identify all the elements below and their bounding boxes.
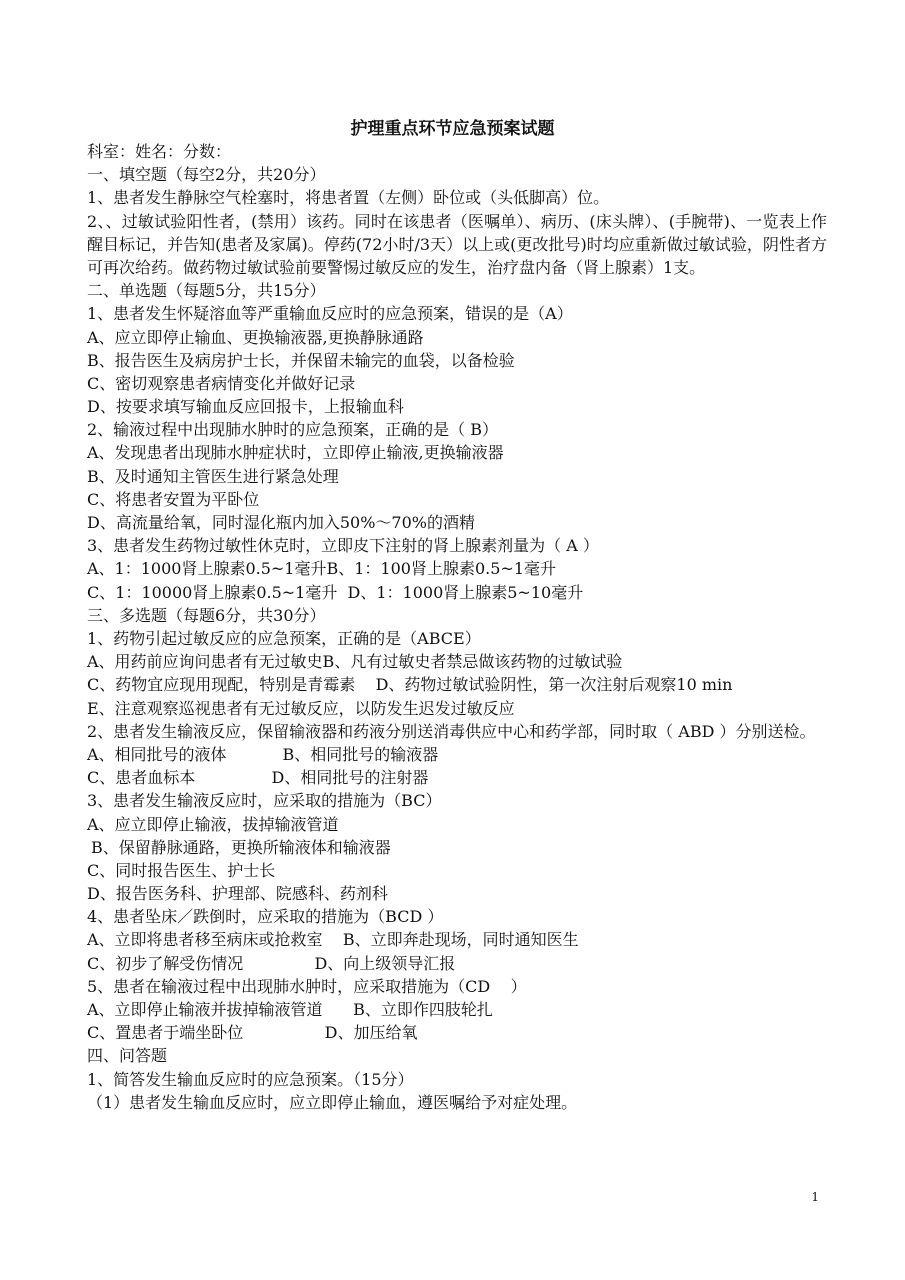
option-line: C、药物宜应现用现配，特别是青霉素 D、药物过敏试验阴性，第一次注射后观察10 min xyxy=(87,675,733,695)
option-line: A、1：1000肾上腺素0.5~1毫升B、1：100肾上腺素0.5~1毫升 xyxy=(87,559,556,579)
single-choice-question-3: 3、患者发生药物过敏性休克时，立即皮下注射的肾上腺素剂量为（ A ） xyxy=(87,536,599,556)
option-line: C、初步了解受伤情况 D、向上级领导汇报 xyxy=(87,953,456,973)
multiple-choice-question-1: 1、药物引起过敏反应的应急预案，正确的是（ABCE） xyxy=(87,628,481,648)
option-line: C、同时报告医生、护士长 xyxy=(87,860,276,880)
option-line: A、发现患者出现肺水肿症状时，立即停止输液,更换输液器 xyxy=(87,443,504,463)
single-choice-question-2: 2、输液过程中出现肺水肿时的应急预案，正确的是（ B） xyxy=(87,420,499,440)
multiple-choice-question-2: 2、患者发生输液反应，保留输液器和药液分别送消毒供应中心和药学部，同时取（ ABD ）分别送检。 xyxy=(87,721,816,741)
section-heading-fill-in: 一、填空题（每空2分，共20分） xyxy=(87,165,326,185)
fill-in-question-2: 2、、过敏试验阳性者，(禁用）该药。同时在该患者（医嘱单）、病历、(床头牌）、(手腕带)、一览表上作醒目标记，并告知(患者及家属)。停药(72小时/3天）以上或(更改批号)时均应重新做过敏试验，阴性者方可再次给药。做药物过敏试验前要警惕过敏反应的发生，治疗盘内备（肾上腺素）1支。 xyxy=(87,211,827,277)
option-line: D、高流量给氧，同时湿化瓶内加入50%～70%的酒精 xyxy=(87,513,475,533)
short-answer-question-1: 1、简答发生输血反应时的应急预案。（15分） xyxy=(87,1069,414,1089)
option-line: A、立即停止输液并拔掉输液管道 B、立即作四肢轮扎 xyxy=(87,1000,493,1019)
option-line: A、相同批号的液体 B、相同批号的输液器 xyxy=(87,744,439,764)
multiple-choice-question-5: 5、患者在输液过程中出现肺水肿时，应采取措施为（CD ） xyxy=(87,976,527,996)
section-heading-short-answer: 四、问答题 xyxy=(87,1046,168,1066)
option-line: B、保留静脉通路，更换所输液体和输液器 xyxy=(91,837,391,857)
answer-line: （1）患者发生输血反应时，应立即停止输血，遵医嘱给予对症处理。 xyxy=(87,1092,578,1112)
option-line: C、密切观察患者病情变化并做好记录 xyxy=(87,373,356,393)
option-line: D、报告医务科、护理部、院感科、药剂科 xyxy=(87,884,388,904)
option-line: C、将患者安置为平卧位 xyxy=(87,489,260,509)
option-line: B、及时通知主管医生进行紧急处理 xyxy=(87,466,339,486)
option-line: A、应立即停止输液，拔掉输液管道 xyxy=(87,814,339,834)
option-line: A、应立即停止输血、更换输液器,更换静脉通路 xyxy=(87,327,424,347)
section-heading-multiple-choice: 三、多选题（每题6分，共30分） xyxy=(87,605,326,625)
page-number: 1 xyxy=(811,1190,819,1204)
document-body xyxy=(87,140,827,1114)
header-fields-line: 科室：姓名：分数： xyxy=(87,142,232,161)
option-line: A、立即将患者移至病床或抢救室 B、立即奔赴现场，同时通知医生 xyxy=(87,930,579,950)
single-choice-question-1: 1、患者发生怀疑溶血等严重输血反应时的应急预案，错误的是（A） xyxy=(87,304,573,324)
option-line: C、患者血标本 D、相同批号的注射器 xyxy=(87,768,429,788)
section-heading-single-choice: 二、单选题（每题5分，共15分） xyxy=(87,281,326,301)
document-title: 护理重点环节应急预案试题 xyxy=(350,119,555,139)
multiple-choice-question-3: 3、患者发生输液反应时，应采取的措施为（BC） xyxy=(87,791,442,811)
option-line: E、注意观察巡视患者有无过敏反应，以防发生迟发过敏反应 xyxy=(87,698,515,718)
multiple-choice-question-4: 4、患者坠床／跌倒时，应采取的措施为（BCD ） xyxy=(87,907,444,927)
option-line: A、用药前应询问患者有无过敏史B、凡有过敏史者禁忌做该药物的过敏试验 xyxy=(87,652,623,672)
option-line: C、置患者于端坐卧位 D、加压给氧 xyxy=(87,1023,418,1043)
option-line: C、1：10000肾上腺素0.5~1毫升 D、1：1000肾上腺素5~10毫升 xyxy=(87,582,584,602)
fill-in-question-1: 1、患者发生静脉空气栓塞时，将患者置（左侧）卧位或（头低脚高）位。 xyxy=(87,188,610,208)
option-line: D、按要求填写输血反应回报卡，上报输血科 xyxy=(87,397,404,417)
option-line: B、报告医生及病房护士长，并保留未输完的血袋，以备检验 xyxy=(87,350,515,370)
